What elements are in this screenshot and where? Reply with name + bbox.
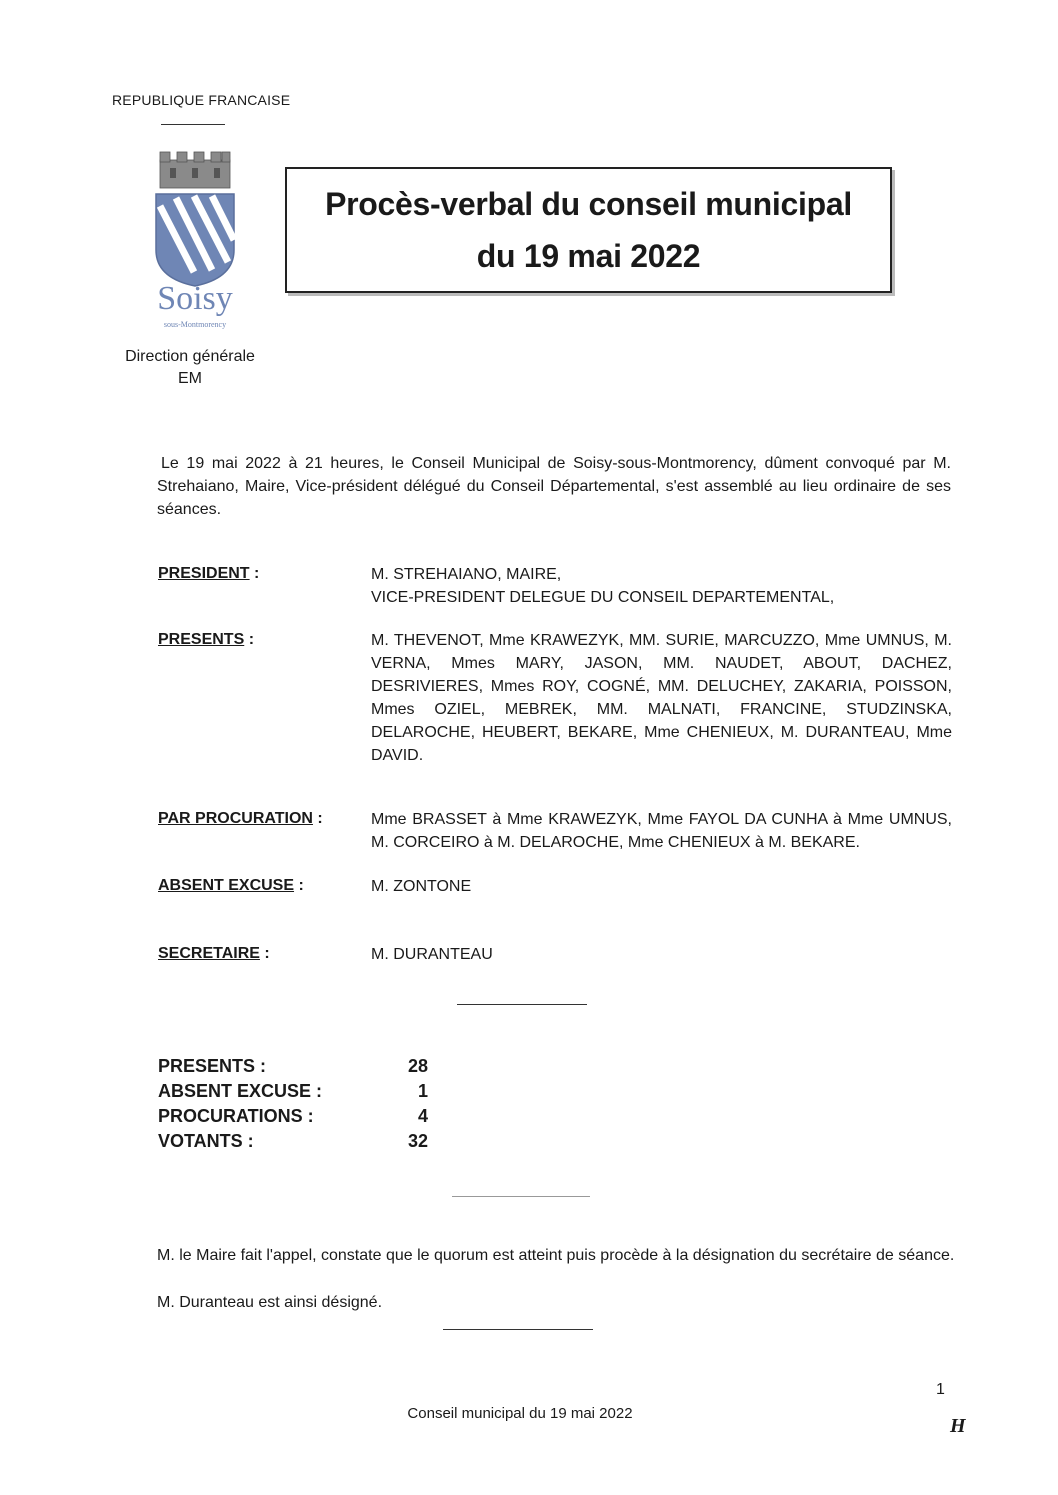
procuration-label: PAR PROCURATION :	[158, 810, 323, 827]
president-name: M. STREHAIANO, MAIRE,	[371, 566, 562, 583]
count-label-votants: VOTANTS :	[158, 1131, 254, 1151]
count-value-votants: 32	[407, 1131, 428, 1151]
presents-label: PRESENTS :	[158, 631, 255, 648]
designation-paragraph: M. Duranteau est ainsi désigné.	[157, 1294, 383, 1311]
quorum-paragraph: M. le Maire fait l'appel, constate que le quorum est atteint puis procède à la désignation du secrétaire de séance.	[157, 1247, 955, 1264]
absent-value: M. ZONTONE	[371, 878, 472, 895]
count-label-presents: PRESENTS :	[158, 1056, 267, 1076]
count-value-procurations: 4	[417, 1106, 428, 1126]
procuration-value: Mme BRASSET à Mme KRAWEZYK, Mme FAYOL DA CUNHA à Mme UMNUS, M. CORCEIRO à M. DELAROCHE, Mme CHENIEUX à M. BEKARE.	[371, 811, 952, 851]
document-date: du 19 mai 2022	[476, 238, 701, 274]
logo-city-subtitle: sous-Montmorency	[163, 320, 227, 329]
logo-city-name: Soisy	[157, 280, 233, 317]
secretaire-value: M. DURANTEAU	[371, 946, 493, 963]
president-role: VICE-PRESIDENT DELEGUE DU CONSEIL DEPARTEMENTAL,	[371, 589, 835, 606]
section-divider	[457, 1004, 587, 1005]
president-label: PRESIDENT :	[158, 565, 260, 582]
direction-label: Direction générale	[125, 348, 255, 365]
direction-code: EM	[178, 370, 202, 387]
count-label-procurations: PROCURATIONS :	[158, 1106, 314, 1126]
secretaire-label: SECRETAIRE :	[158, 945, 270, 962]
president-value	[371, 563, 952, 609]
page-number: 1	[936, 1381, 945, 1398]
absent-label: ABSENT EXCUSE :	[158, 877, 304, 894]
handwritten-initials: H	[950, 1415, 966, 1437]
header-divider	[161, 124, 225, 125]
section-divider	[452, 1196, 590, 1197]
direction-block	[110, 346, 270, 390]
footer-text: Conseil municipal du 19 mai 2022	[407, 1405, 633, 1422]
country-heading: REPUBLIQUE FRANCAISE	[112, 92, 291, 108]
document-title: Procès-verbal du conseil municipal	[325, 186, 852, 222]
intro-paragraph: Le 19 mai 2022 à 21 heures, le Conseil Municipal de Soisy-sous-Montmorency, dûment convoqué par M. Strehaiano, Maire, Vice-président délégué du Conseil Départemental, s'est assemblé au lieu ordinaire de ses séances.	[157, 455, 951, 518]
count-value-presents: 28	[407, 1056, 428, 1076]
count-value-absent: 1	[417, 1081, 428, 1101]
presents-value: M. THEVENOT, Mme KRAWEZYK, MM. SURIE, MARCUZZO, Mme UMNUS, M. VERNA, Mmes MARY, JASON, MM. NAUDET, ABOUT, DACHEZ, DESRIVIERES, Mmes ROY, COGNÉ, MM. DELUCHEY, ZAKARIA, POISSON, Mmes OZIEL, MEBREK, MM. MALNATI, FRANCINE, STUDZINSKA, DELAROCHE, HEUBERT, BEKARE, Mme CHENIEUX, M. DURANTEAU, Mme DAVID.	[371, 632, 952, 764]
document-title-box	[285, 167, 892, 293]
count-label-absent: ABSENT EXCUSE :	[158, 1081, 323, 1101]
section-divider	[443, 1329, 593, 1330]
